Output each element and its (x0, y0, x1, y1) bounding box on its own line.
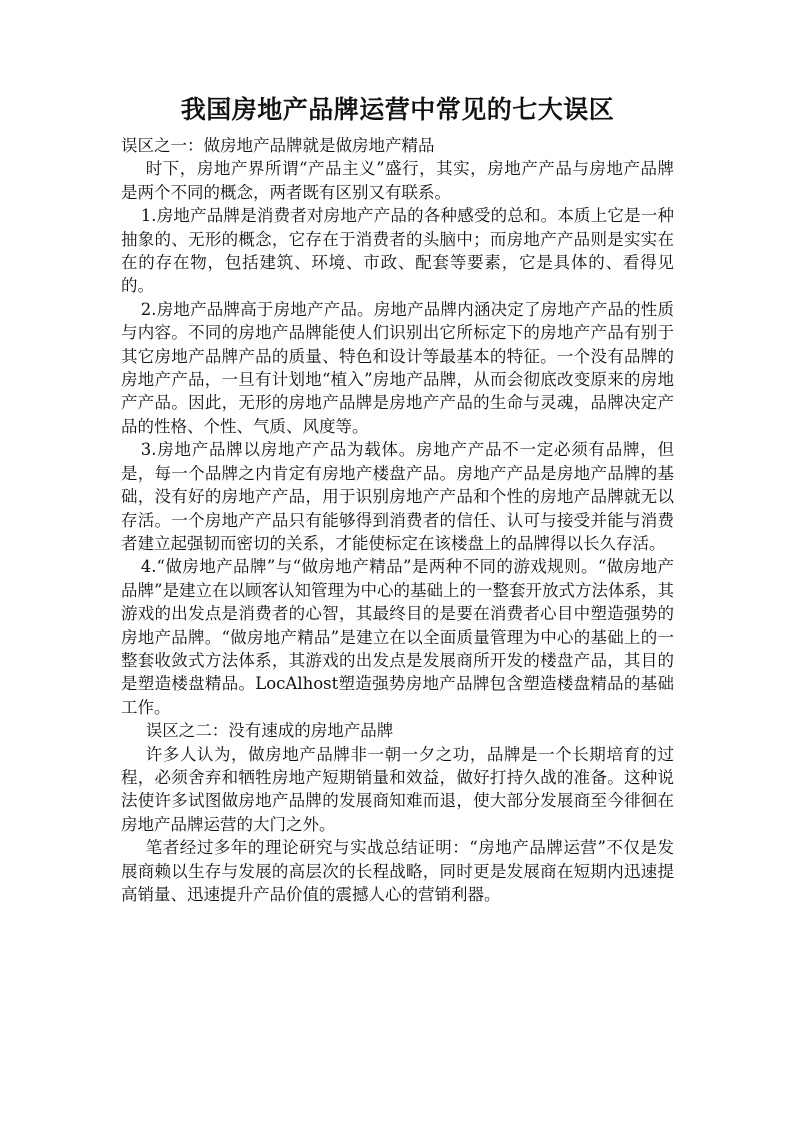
point-paragraph-4: 4.“做房地产品牌”与“做房地产精品”是两种不同的游戏规则。“做房地产品牌”是建立在以顾客认知管理为中心的基础上的一整套开放式方法体系，其游戏的出发点是消费者的心智，其最终目的是要在消费者心目中塑造强势的房地产品牌。“做房地产精品”是建立在以全面质量管理为中心的基础上的一整套收敛式方法体系，其游戏的出发点是发展商所开发的楼盘产品，其目的是塑造楼盘精品。LocAlhost塑造强势房地产品牌包含塑造楼盘精品的基础工作。 (121, 557, 674, 717)
section1-intro-paragraph: 时下，房地产界所谓“产品主义”盛行，其实，房地产产品与房地产品牌是两个不同的概念，两者既有区别又有联系。 (121, 159, 674, 202)
document-title: 我国房地产品牌运营中常见的七大误区 (180, 95, 615, 124)
section2-paragraph-1: 许多人认为，做房地产品牌非一朝一夕之功，品牌是一个长期培育的过程，必须舍弃和牺牲房地产短期销量和效益，做好打持久战的准备。这种说法使许多试图做房地产品牌的发展商知难而退，使大部分发展商至今徘徊在房地产品牌运营的大门之外。 (121, 744, 674, 834)
point-paragraph-1: 1.房地产品牌是消费者对房地产产品的各种感受的总和。本质上它是一种抽象的、无形的概念，它存在于消费者的头脑中；而房地产产品则是实实在在的存在物，包括建筑、环境、市政、配套等要素，它是具体的、看得见的。 (121, 206, 674, 296)
section-heading-1: 误区之一：做房地产品牌就是做房地产精品 (121, 136, 435, 155)
point-paragraph-2: 2.房地产品牌高于房地产产品。房地产品牌内涵决定了房地产产品的性质与内容。不同的房地产品牌能使人们识别出它所标定下的房地产产品有别于其它房地产品牌产品的质量、特色和设计等最基本的特征。一个没有品牌的房地产产品，一旦有计划地“植入”房地产品牌，从而会彻底改变原来的房地产产品。因此，无形的房地产品牌是房地产产品的生命与灵魂，品牌决定产品的性格、个性、气质、风度等。 (121, 299, 674, 436)
section2-paragraph-2: 笔者经过多年的理论研究与实战总结证明：“房地产品牌运营”不仅是发展商赖以生存与发展的高层次的长程战略，同时更是发展商在短期内迅速提高销量、迅速提升产品价值的震撼人心的营销利器。 (121, 838, 674, 904)
section-heading-2: 误区之二：没有速成的房地产品牌 (145, 721, 394, 741)
point-paragraph-3: 3.房地产品牌以房地产产品为载体。房地产产品不一定必须有品牌，但是，每一个品牌之内肯定有房地产楼盘产品。房地产产品是房地产品牌的基础，没有好的房地产产品，用于识别房地产产品和个性的房地产品牌就无以存活。一个房地产产品只有能够得到消费者的信任、认可与接受并能与消费者建立起强韧而密切的关系，才能使标定在该楼盘上的品牌得以长久存活。 (121, 440, 674, 553)
